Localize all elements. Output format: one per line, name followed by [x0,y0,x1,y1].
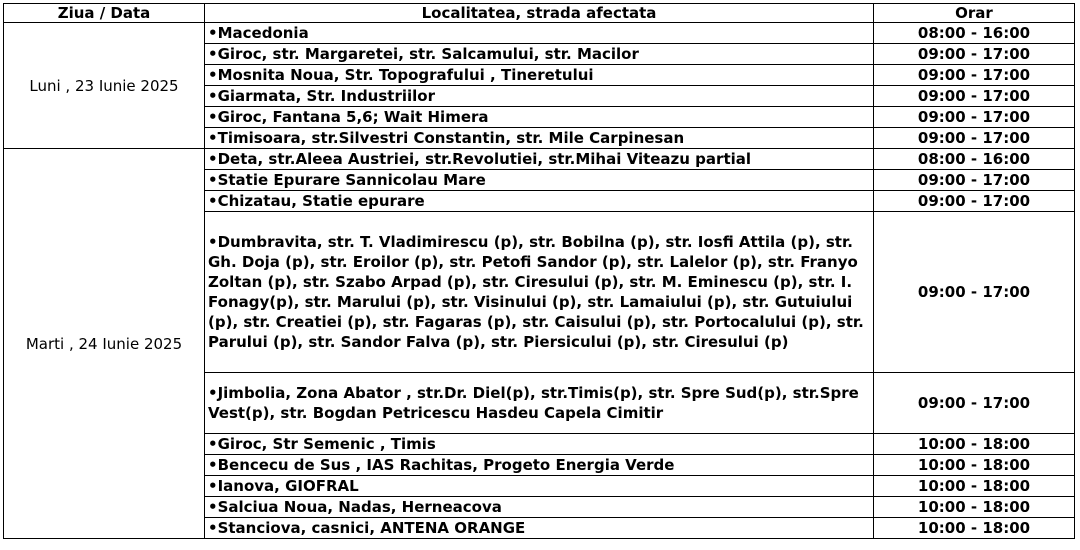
location-cell: •Statie Epurare Sannicolau Mare [205,170,874,191]
time-cell: 09:00 - 17:00 [874,65,1075,86]
location-cell: •Deta, str.Aleea Austriei, str.Revolutiei, str.Mihai Viteazu partial [205,149,874,170]
time-cell: 08:00 - 16:00 [874,23,1075,44]
time-cell: 10:00 - 18:00 [874,497,1075,518]
location-cell: •Giarmata, Str. Industriilor [205,86,874,107]
time-cell: 08:00 - 16:00 [874,149,1075,170]
time-cell: 09:00 - 17:00 [874,373,1075,434]
time-cell: 09:00 - 17:00 [874,212,1075,373]
table-header [4,4,1075,23]
time-cell: 09:00 - 17:00 [874,170,1075,191]
time-cell: 09:00 - 17:00 [874,44,1075,65]
location-cell: •Macedonia [205,23,874,44]
location-cell: •Mosnita Noua, Str. Topografului , Tineretului [205,65,874,86]
location-cell: •Dumbravita, str. T. Vladimirescu (p), str. Bobilna (p), str. Iosfi Attila (p), str. Gh. Doja (p), str. Eroilor (p), str. Petofi Sandor (p), str. Lalelor (p), str. Franyo Zoltan (p), str. Szabo Arpad (p), str. Ciresului (p), str. M. Eminescu (p), str. I. Fonagy(p), str. Marului (p), str. Visinului (p), str. Lamaiului (p), str. Gutuiului (p), str. Creatiei (p), str. Fagaras (p), str. Caisului (p), str. Portocalului (p), str. Parului (p), str. Sandor Falva (p), str. Piersicului (p), str. Ciresului (p) [205,212,874,373]
location-cell: •Bencecu de Sus , IAS Rachitas, Progeto Energia Verde [205,455,874,476]
time-cell: 09:00 - 17:00 [874,128,1075,149]
header-day: Ziua / Data [4,4,205,23]
header-location: Localitatea, strada afectata [205,4,874,23]
location-cell: •Chizatau, Statie epurare [205,191,874,212]
time-cell: 10:00 - 18:00 [874,455,1075,476]
location-cell: •Giroc, str. Margaretei, str. Salcamului, str. Macilor [205,44,874,65]
time-cell: 10:00 - 18:00 [874,476,1075,497]
location-cell: •Timisoara, str.Silvestri Constantin, str. Mile Carpinesan [205,128,874,149]
table-row [4,149,1075,170]
header-time: Orar [874,4,1075,23]
table-body [4,23,1075,539]
location-cell: •Ianova, GIOFRAL [205,476,874,497]
time-cell: 10:00 - 18:00 [874,518,1075,539]
day-cell: Luni , 23 Iunie 2025 [4,23,205,149]
location-cell: •Giroc, Str Semenic , Timis [205,434,874,455]
day-cell: Marti , 24 Iunie 2025 [4,149,205,539]
table-row [4,23,1075,44]
location-cell: •Giroc, Fantana 5,6; Wait Himera [205,107,874,128]
header-row [4,4,1075,23]
time-cell: 10:00 - 18:00 [874,434,1075,455]
time-cell: 09:00 - 17:00 [874,191,1075,212]
location-cell: •Stanciova, casnici, ANTENA ORANGE [205,518,874,539]
time-cell: 09:00 - 17:00 [874,107,1075,128]
time-cell: 09:00 - 17:00 [874,86,1075,107]
location-cell: •Salciua Noua, Nadas, Herneacova [205,497,874,518]
outage-schedule-table [3,3,1075,539]
location-cell: •Jimbolia, Zona Abator , str.Dr. Diel(p), str.Timis(p), str. Spre Sud(p), str.Spre Vest(p), str. Bogdan Petricescu Hasdeu Capela Cimitir [205,373,874,434]
